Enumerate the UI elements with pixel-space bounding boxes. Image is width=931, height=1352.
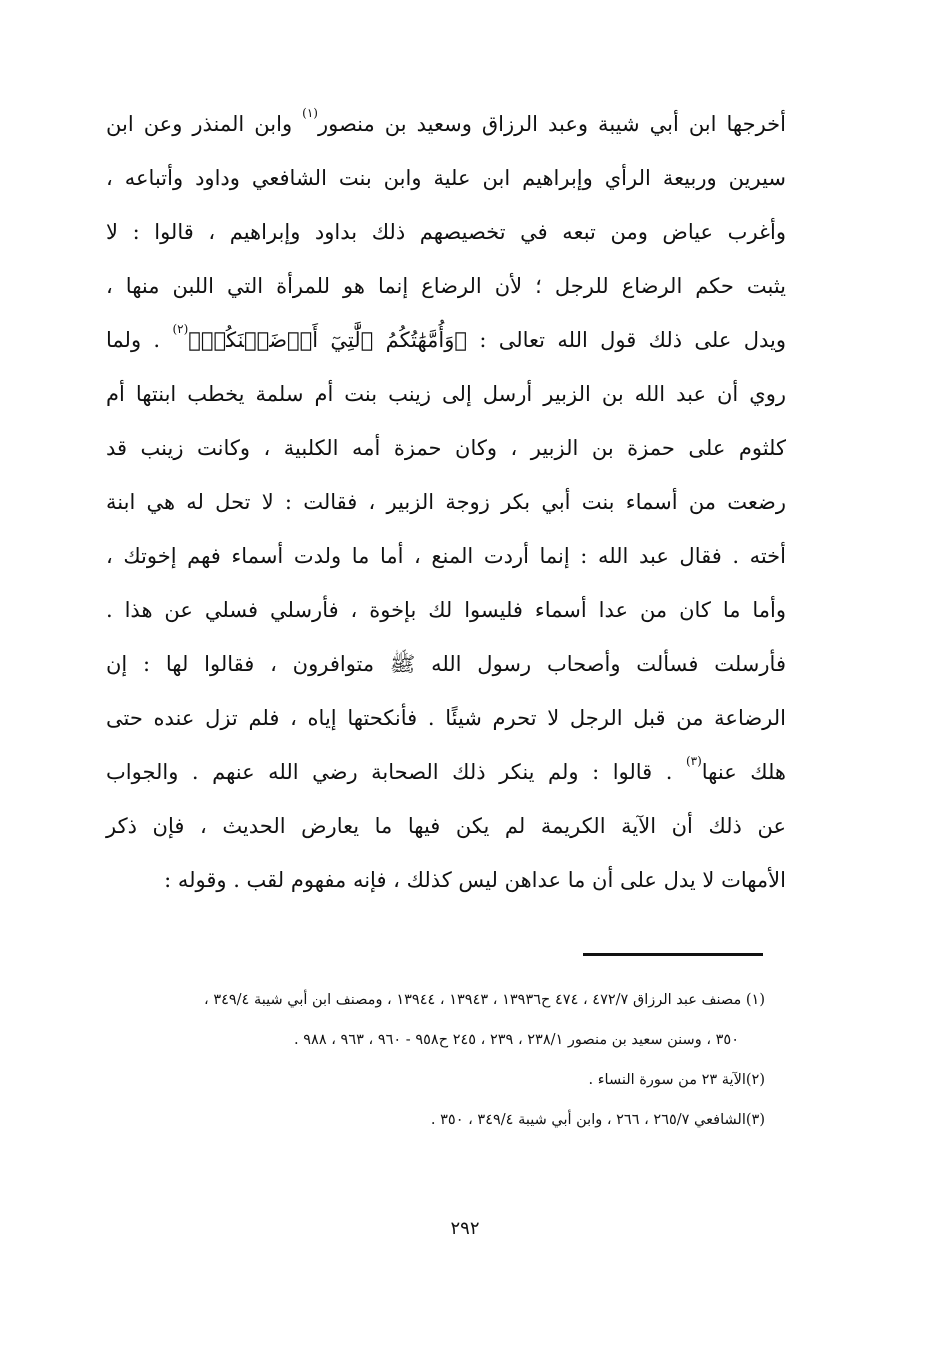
text-segment: هلك عنها (701, 760, 786, 784)
text-line (106, 367, 786, 421)
text-segment: وابن المنذر وعن ابن (106, 112, 303, 136)
text-line (106, 745, 786, 799)
text-line (106, 529, 786, 583)
text-segment: يثبت حكم الرضاع للرجل ؛ لأن الرضاع إنما هو للمرأة التي اللبن منها ، (106, 274, 786, 298)
text-line (106, 151, 786, 205)
text-segment: سيرين وربيعة الرأي وإبراهيم ابن علية وابن بنت الشافعي وداود وأتباعه ، (106, 166, 786, 190)
text-line (106, 691, 786, 745)
text-segment: فأرسلت فسألت وأصحاب رسول الله ﷺ متوافرون ، فقالوا لها : إن (106, 652, 786, 676)
text-line (106, 205, 786, 259)
text-segment: عن ذلك أن الآية الكريمة لم يكن فيها ما يعارض الحديث ، فإن ذكر (106, 814, 786, 838)
text-segment: رضعت من أسماء بنت أبي بكر زوجة الزبير ، فقالت : لا تحل له هي ابنة (106, 490, 786, 514)
text-segment: . قالوا : ولم ينكر ذلك الصحابة رضي الله عنهم . والجواب (106, 760, 686, 784)
footnotes (150, 980, 765, 1140)
text-line (106, 259, 786, 313)
text-line (106, 853, 786, 907)
footnote-line: (٣)الشافعي ٢٦٥/٧ ، ٢٦٦ ، وابن أبي شيبة ٣٤٩/٤ ، ٣٥٠ . (430, 1112, 765, 1128)
text-line (106, 799, 786, 853)
text-segment: الرضاعة من قبل الرجل لا تحرم شيئًا . فأنكحتها إياه ، فلم تزل عنده حتى (106, 706, 786, 730)
page-number: ٢٩٢ (450, 1218, 480, 1239)
text-segment: الأمهات لا يدل على أن ما عداهن ليس كذلك ، فإنه مفهوم لقب . وقوله : (164, 868, 786, 892)
text-line (106, 421, 786, 475)
footnote-reference: (١) (302, 106, 318, 120)
text-segment: كلثوم على حمزة بن الزبير ، وكان حمزة أمه الكلبية ، وكانت زينب قد (106, 436, 786, 460)
footnote-line: (١) مصنف عبد الرزاق ٤٧٢/٧ ، ٤٧٤ ح١٣٩٣٦ ، ١٣٩٤٣ ، ١٣٩٤٤ ، ومصنف ابن أبي شيبة ٣٤٩/٤ ، (204, 992, 765, 1008)
text-segment: وأما ما كان من عدا أسماء فليسوا لك بإخوة ، فأرسلي فسلي عن هذا . (106, 598, 786, 622)
footnote-divider (583, 953, 763, 956)
text-line (106, 475, 786, 529)
footnote-line: ٣٥٠ ، وسنن سعيد بن منصور ٢٣٨/١ ، ٢٣٩ ، ٢٤٥ ح٩٥٨ - ٩٦٠ ، ٩٦٣ ، ٩٨٨ . (294, 1032, 739, 1048)
text-segment: روي أن عبد الله بن الزبير أرسل إلى زينب بنت أم سلمة يخطب ابنتها أم (106, 382, 786, 406)
text-segment: وأغرب عياض ومن تبعه في تخصيصهم ذلك بداود وإبراهيم ، قالوا : لا (106, 220, 786, 244)
footnote-reference: (٣) (685, 754, 702, 768)
text-segment: أخرجها ابن أبي شيبة وعبد الرزاق وسعيد بن منصور (317, 112, 786, 136)
footnote-line: (٢)الآية ٢٣ من سورة النساء . (588, 1072, 765, 1088)
text-line (106, 97, 786, 151)
text-segment: . ولما (106, 328, 173, 352)
text-segment: أخته . فقال عبد الله : إنما أردت المنع ، أما ما ولدت أسماء فهم إخوتك ، (106, 544, 786, 568)
text-segment: ويدل على ذلك قول الله تعالى : ﴿وَأُمَّهَٰتُكُمُ ٱلَّٰتِيٓ أَرۡضَعۡنَكُمۡ﴾ (188, 328, 786, 352)
text-line (106, 313, 786, 367)
text-line (106, 637, 786, 691)
body-text (106, 97, 786, 907)
footnote-reference: (٢) (172, 322, 189, 336)
text-line (106, 583, 786, 637)
